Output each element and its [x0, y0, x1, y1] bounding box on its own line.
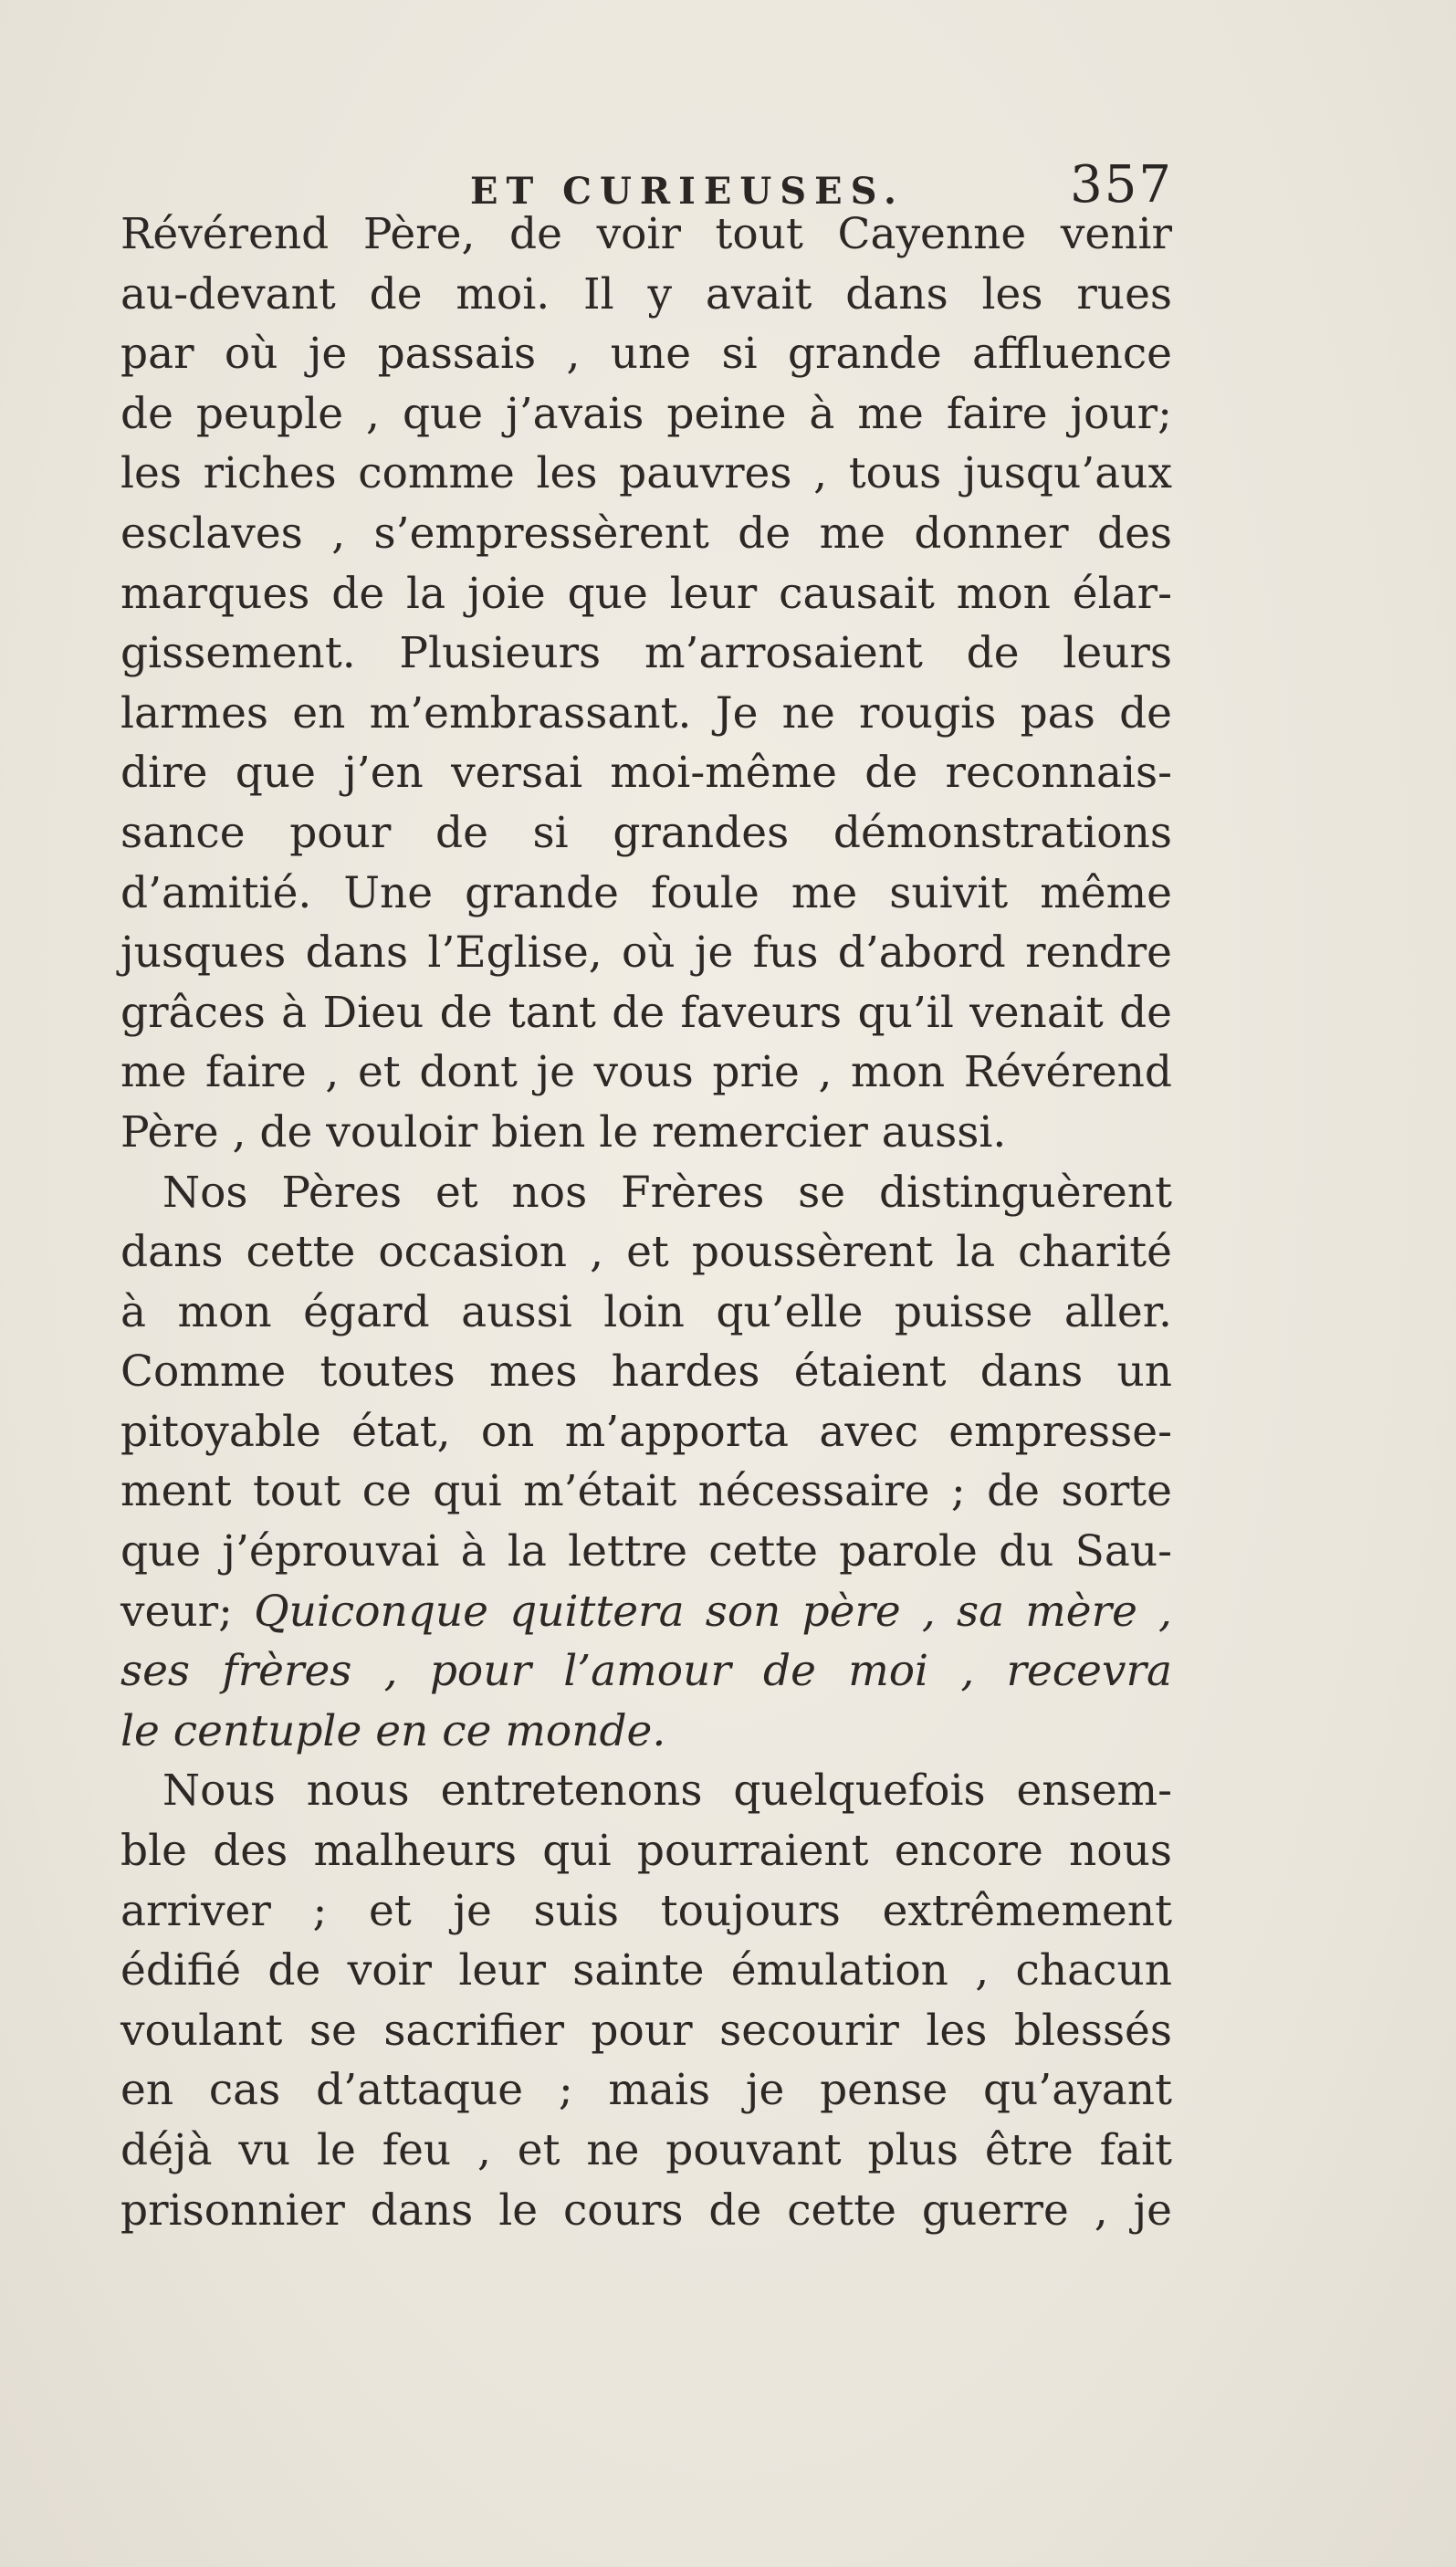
text-line: dans cette occasion , et poussèrent la charité [120, 1227, 1172, 1278]
text-line: larmes en m’embrassant. Je ne rougis pas de [120, 687, 1172, 739]
text-line: sance pour de si grandes démonstrations [120, 807, 1172, 858]
quotation-italic: le centuple en ce monde. [120, 1705, 666, 1756]
text-line [120, 1702, 1172, 1762]
text-line: ble des malheurs qui pourraient encore nous [120, 1826, 1172, 1877]
page-number: 357 [1070, 155, 1173, 215]
text-line: d’amitié. Une grande foule me suivit même [120, 867, 1172, 918]
running-head: ET CURIEUSES. [470, 170, 905, 213]
body-text [120, 204, 1172, 2240]
text-line: en cas d’attaque ; mais je pense qu’ayant [120, 2065, 1172, 2116]
text-line: Révérend Père, de voir tout Cayenne venir [120, 209, 1172, 259]
text-line: jusques dans l’Eglise, où je fus d’abord rendre [120, 927, 1172, 979]
text-line: Nous nous entretenons quelquefois ensem- [162, 1765, 1172, 1817]
text-line: voulant se sacrifier pour secourir les blessés [120, 2005, 1172, 2056]
text-line: gissement. Plusieurs m’arrosaient de leurs [120, 628, 1172, 679]
text-line: marques de la joie que leur causait mon élar- [120, 568, 1172, 619]
text-line: esclaves , s’empressèrent de me donner des [120, 508, 1172, 559]
text-line: ment tout ce qui m’était nécessaire ; de sorte [120, 1466, 1172, 1517]
quotation-italic: ses frères , pour l’amour de moi , recevra [120, 1646, 1172, 1697]
text-line: que j’éprouvai à la lettre cette parole du Sau- [120, 1526, 1172, 1577]
quotation-italic: Quiconque quittera son père , sa mère , [254, 1586, 1172, 1637]
text-segment: veur; [120, 1586, 233, 1637]
text-line: déjà vu le feu , et ne pouvant plus être fait [120, 2125, 1172, 2175]
text-line: Père , de vouloir bien le remercier aussi. [120, 1106, 1007, 1158]
text-line: prisonnier dans le cours de cette guerre , je [120, 2185, 1172, 2236]
text-line: de peuple , que j’avais peine à me faire jour; [120, 388, 1172, 439]
text-line [120, 1582, 1172, 1642]
text-line: pitoyable état, on m’apporta avec empresse- [120, 1406, 1172, 1457]
text-line: Comme toutes mes hardes étaient dans un [120, 1346, 1172, 1398]
text-line: me faire , et dont je vous prie , mon Révérend [120, 1047, 1172, 1098]
text-line: dire que j’en versai moi-même de reconnais- [120, 748, 1172, 799]
text-line: les riches comme les pauvres , tous jusqu’aux [120, 448, 1172, 499]
text-line: par où je passais , une si grande affluence [120, 329, 1172, 380]
text-line [120, 1641, 1172, 1702]
text-line: au-devant de moi. Il y avait dans les rues [120, 268, 1172, 320]
text-line: à mon égard aussi loin qu’elle puisse aller. [120, 1286, 1172, 1337]
text-line: grâces à Dieu de tant de faveurs qu’il venait de [120, 987, 1172, 1038]
text-line: édifié de voir leur sainte émulation , chacun [120, 1945, 1172, 1996]
text-line: arriver ; et je suis toujours extrêmement [120, 1885, 1172, 1936]
text-line: Nos Pères et nos Frères se distinguèrent [162, 1167, 1172, 1218]
